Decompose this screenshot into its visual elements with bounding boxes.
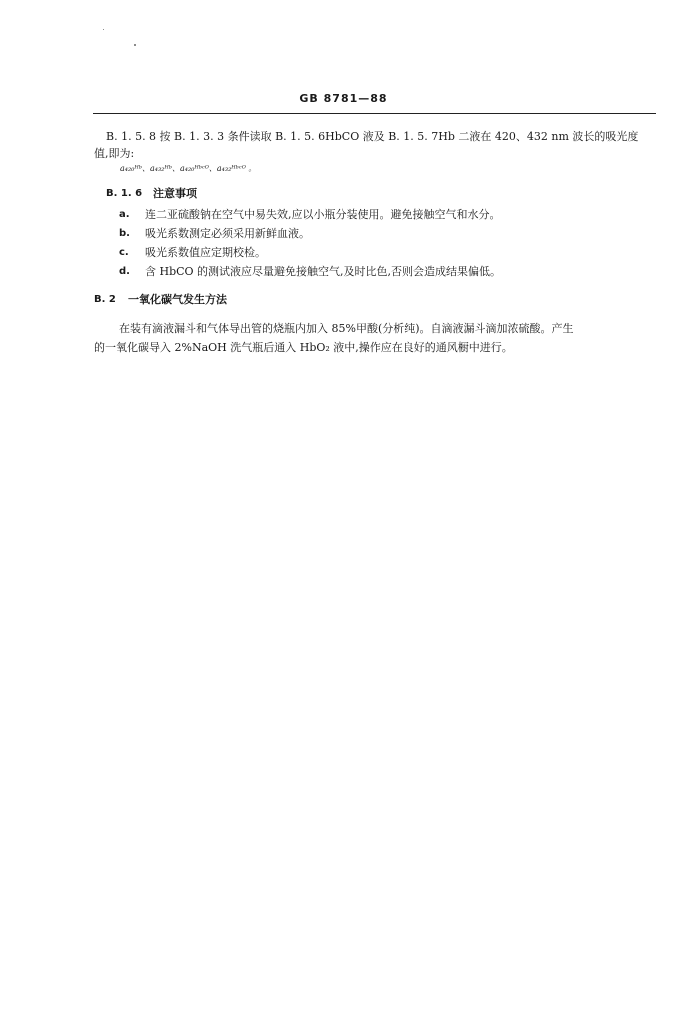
item-c-letter: c. [119,247,129,258]
section-b2-title: 一氧化碳气发生方法 [128,293,227,306]
scan-speck [103,29,104,30]
section-b2-number: B. 2 [94,294,116,305]
b2-paragraph-line2: 的一氧化碳导入 2%NaOH 洗气瓶后通入 HbO₂ 液中,操作应在良好的通风橱中进行。 [94,341,513,354]
section-b16-title: 注意事项 [153,187,197,200]
item-a-text: 连二亚硫酸钠在空气中易失效,应以小瓶分装使用。避免接触空气和水分。 [145,208,501,221]
page-header-standard-code: GB 8781—88 [299,92,388,105]
item-b-text: 吸光系数测定必须采用新鲜血液。 [145,227,310,240]
item-d-letter: d. [119,266,130,277]
scan-speck [134,44,136,46]
section-b16-number: B. 1. 6 [106,188,143,199]
b158-line1: B. 1. 5. 8 按 B. 1. 3. 3 条件读取 B. 1. 5. 6HbCO 液及 B. 1. 5. 7Hb 二液在 420、432 nm 波长的吸光度 [106,130,639,143]
item-c-text: 吸光系数值应定期校检。 [145,246,266,259]
absorbance-formula: a₄₂₀ᴴᵇ、a₄₃₂ᴴᵇ、a₄₂₀ᴴᵇᶜᴼ、a₄₃₂ᴴᵇᶜᴼ 。 [120,164,257,173]
b158-line2: 值,即为: [94,147,135,160]
b2-paragraph-line1: 在装有滴液漏斗和气体导出管的烧瓶内加入 85%甲酸(分析纯)。自滴液漏斗滴加浓硫酸。产生 [119,322,574,335]
item-d-text: 含 HbCO 的测试液应尽量避免接触空气,及时比色,否则会造成结果偏低。 [145,265,502,278]
item-b-letter: b. [119,228,130,239]
item-a-letter: a. [119,209,130,220]
header-rule [93,113,656,114]
